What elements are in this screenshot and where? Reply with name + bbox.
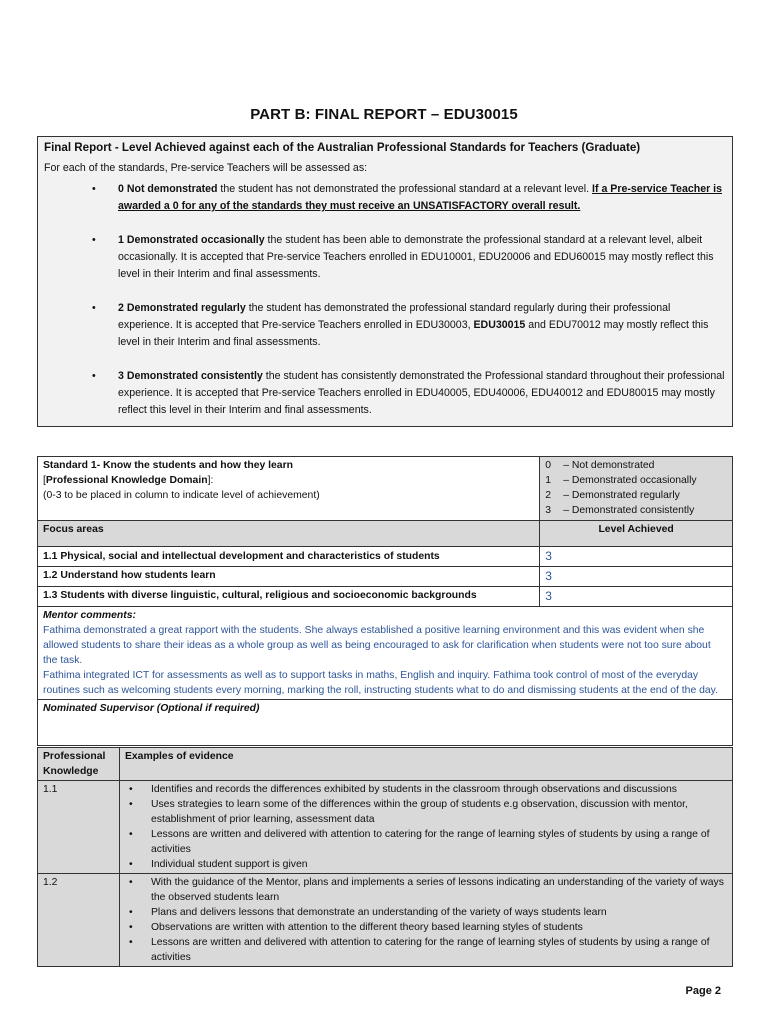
evidence-item xyxy=(125,797,727,827)
bullet-icon: • xyxy=(128,829,133,840)
legend-item xyxy=(545,503,727,518)
evidence-list xyxy=(125,875,727,965)
evidence-text: Observations are written with attention to the different theory based learning styles of students xyxy=(150,922,583,933)
bullet-icon: • xyxy=(92,370,96,382)
mentor-comments-row xyxy=(38,607,733,700)
bullet-icon: • xyxy=(128,859,133,870)
level-description: the student has consistently demonstrated the Professional standard throughout their professional experience. It is accepted that Pre-service Teachers enrolled in EDU40005, EDU40006, EDU40012 and EDU80015 may mostly reflect this level in their Interim and final assessments. xyxy=(118,370,725,416)
supervisor-label: Nominated Supervisor (Optional if required) xyxy=(43,703,260,714)
level-description: the student has not demonstrated the professional standard at a relevant level. xyxy=(217,183,593,195)
legend-label: – Demonstrated occasionally xyxy=(563,475,697,486)
focus-areas-header: Focus areas xyxy=(38,521,540,547)
legend-label: – Demonstrated regularly xyxy=(563,490,680,501)
evidence-list xyxy=(125,782,727,872)
legend-item xyxy=(545,473,727,488)
info-heading: Final Report - Level Achieved against each of the Australian Professional Standards for Teachers (Graduate) xyxy=(44,141,641,154)
level-achieved-input[interactable]: 3 xyxy=(540,547,733,567)
evidence-text: Uses strategies to learn some of the differences within the group of students e.g observation, discussion with mentor, establishment of prior learning, assessment data xyxy=(150,799,688,825)
level-label: 0 Not demonstrated xyxy=(118,183,218,195)
evidence-list-cell xyxy=(119,781,732,874)
level-warning: If a Pre-service Teacher is awarded a 0 for any of the standards they must receive an UNSATISFACTORY overall result. xyxy=(118,183,722,212)
level-item-0 xyxy=(44,181,726,215)
evidence-header-row xyxy=(38,748,733,781)
level-course-code: EDU30015 xyxy=(473,319,526,331)
evidence-item xyxy=(125,905,727,920)
evidence-row xyxy=(38,781,733,874)
legend-num: 2 xyxy=(545,490,551,501)
focus-area-label: 1.2 Understand how students learn xyxy=(38,567,540,587)
evidence-item xyxy=(125,875,727,905)
legend-label: – Demonstrated consistently xyxy=(563,505,695,516)
bracket-close: ]: xyxy=(207,475,214,486)
supervisor-comments-field[interactable] xyxy=(38,700,733,746)
professional-knowledge-header: Professional Knowledge xyxy=(38,748,120,781)
level-label: 2 Demonstrated regularly xyxy=(118,302,246,314)
bracket-open: [ xyxy=(43,475,46,486)
evidence-text: Lessons are written and delivered with attention to catering for the range of learning styles of students by using a range of activities xyxy=(150,829,710,855)
standard-instruction: (0-3 to be placed in column to indicate level of achievement) xyxy=(43,490,320,501)
mentor-comments-label: Mentor comments: xyxy=(43,610,136,621)
evidence-item xyxy=(125,827,727,857)
level-item-3 xyxy=(44,368,726,419)
evidence-item xyxy=(125,920,727,935)
levels-list xyxy=(44,181,726,419)
level-description-end: and EDU70012 may mostly reflect this level in their Interim and final assessments. xyxy=(118,319,709,348)
evidence-table xyxy=(37,747,733,967)
level-description: the student has been able to demonstrate the professional standard at a relevant level, albeit occasionally. It is accepted that Pre-service Teachers enrolled in EDU10001, EDU20006 and EDU60015 may mostly reflect this level in their Interim and final assessments. xyxy=(118,234,714,280)
legend-num: 1 xyxy=(545,475,551,486)
mentor-comment-paragraph: Fathima integrated ICT for assessments as well as to support tasks in maths, English and inquiry. Fathima took control of most of the everyday routines such as welcoming students every morning, marking the roll, instructing students what to do and dismissing students at the end of the day. xyxy=(43,670,718,696)
bullet-icon: • xyxy=(92,183,96,195)
evidence-text: Identifies and records the differences exhibited by students in the classroom through observations and discussions xyxy=(150,784,677,795)
mentor-comments-field[interactable] xyxy=(38,607,733,700)
evidence-item xyxy=(125,857,727,872)
legend-label: – Not demonstrated xyxy=(563,460,655,471)
examples-header: Examples of evidence xyxy=(119,748,732,781)
legend-num: 0 xyxy=(545,460,551,471)
bullet-icon: • xyxy=(92,234,96,246)
page-number: Page 2 xyxy=(685,985,721,997)
level-label: 3 Demonstrated consistently xyxy=(118,370,263,382)
level-achieved-input[interactable]: 3 xyxy=(540,587,733,607)
evidence-item xyxy=(125,935,727,965)
bullet-icon: • xyxy=(92,302,96,314)
mentor-comment-paragraph: Fathima demonstrated a great rapport with the students. She always established a positive learning environment and this was evident when she allowed students to share their ideas as a whole group as well as being encouraged to ask for clarification when students were not too sure about the task. xyxy=(43,625,711,666)
legend-num: 3 xyxy=(545,505,551,516)
bullet-icon: • xyxy=(128,799,133,810)
standard-domain xyxy=(43,473,534,488)
domain-name: Professional Knowledge Domain xyxy=(45,475,208,486)
level-achieved-input[interactable]: 3 xyxy=(540,567,733,587)
info-intro: For each of the standards, Pre-service Teachers will be assessed as: xyxy=(44,162,368,174)
level-achieved-header: Level Achieved xyxy=(540,521,733,547)
evidence-text: Plans and delivers lessons that demonstrate an understanding of the variety of ways students learn xyxy=(150,907,607,918)
bullet-icon: • xyxy=(128,907,133,918)
standard-header-row xyxy=(38,457,733,521)
bullet-icon: • xyxy=(128,937,133,948)
evidence-row xyxy=(38,874,733,967)
bullet-icon: • xyxy=(128,922,133,933)
evidence-item xyxy=(125,782,727,797)
level-description: the student has demonstrated the professional standard regularly during their professional experience. It is accepted that Pre-service Teachers enrolled in EDU30003, xyxy=(118,302,671,331)
standard-description xyxy=(38,457,540,521)
focus-row xyxy=(38,547,733,567)
evidence-text: With the guidance of the Mentor, plans and implements a series of lessons indicating an understanding of the variety of ways the observed students learn xyxy=(150,877,724,903)
legend-item xyxy=(545,458,727,473)
evidence-code: 1.1 xyxy=(38,781,120,874)
evidence-text: Lessons are written and delivered with attention to catering for the range of learning styles of students by using a range of activities xyxy=(150,937,710,963)
evidence-text: Individual student support is given xyxy=(150,859,308,870)
level-label: 1 Demonstrated occasionally xyxy=(118,234,265,246)
standard-title: Standard 1- Know the students and how they learn xyxy=(43,460,293,471)
standard-1-table xyxy=(37,456,733,746)
page-title: PART B: FINAL REPORT – EDU30015 xyxy=(250,106,518,123)
focus-area-label: 1.3 Students with diverse linguistic, cultural, religious and socioeconomic backgrounds xyxy=(38,587,540,607)
focus-row xyxy=(38,587,733,607)
evidence-code: 1.2 xyxy=(38,874,120,967)
assessment-levels-box xyxy=(37,136,733,427)
evidence-list-cell xyxy=(119,874,732,967)
bullet-icon: • xyxy=(128,877,133,888)
supervisor-row xyxy=(38,700,733,746)
level-item-2 xyxy=(44,300,726,351)
level-legend xyxy=(540,457,733,521)
bullet-icon: • xyxy=(128,784,133,795)
focus-area-label: 1.1 Physical, social and intellectual development and characteristics of students xyxy=(38,547,540,567)
level-item-1 xyxy=(44,232,726,283)
focus-row xyxy=(38,567,733,587)
focus-header-row xyxy=(38,521,733,547)
legend-item xyxy=(545,488,727,503)
